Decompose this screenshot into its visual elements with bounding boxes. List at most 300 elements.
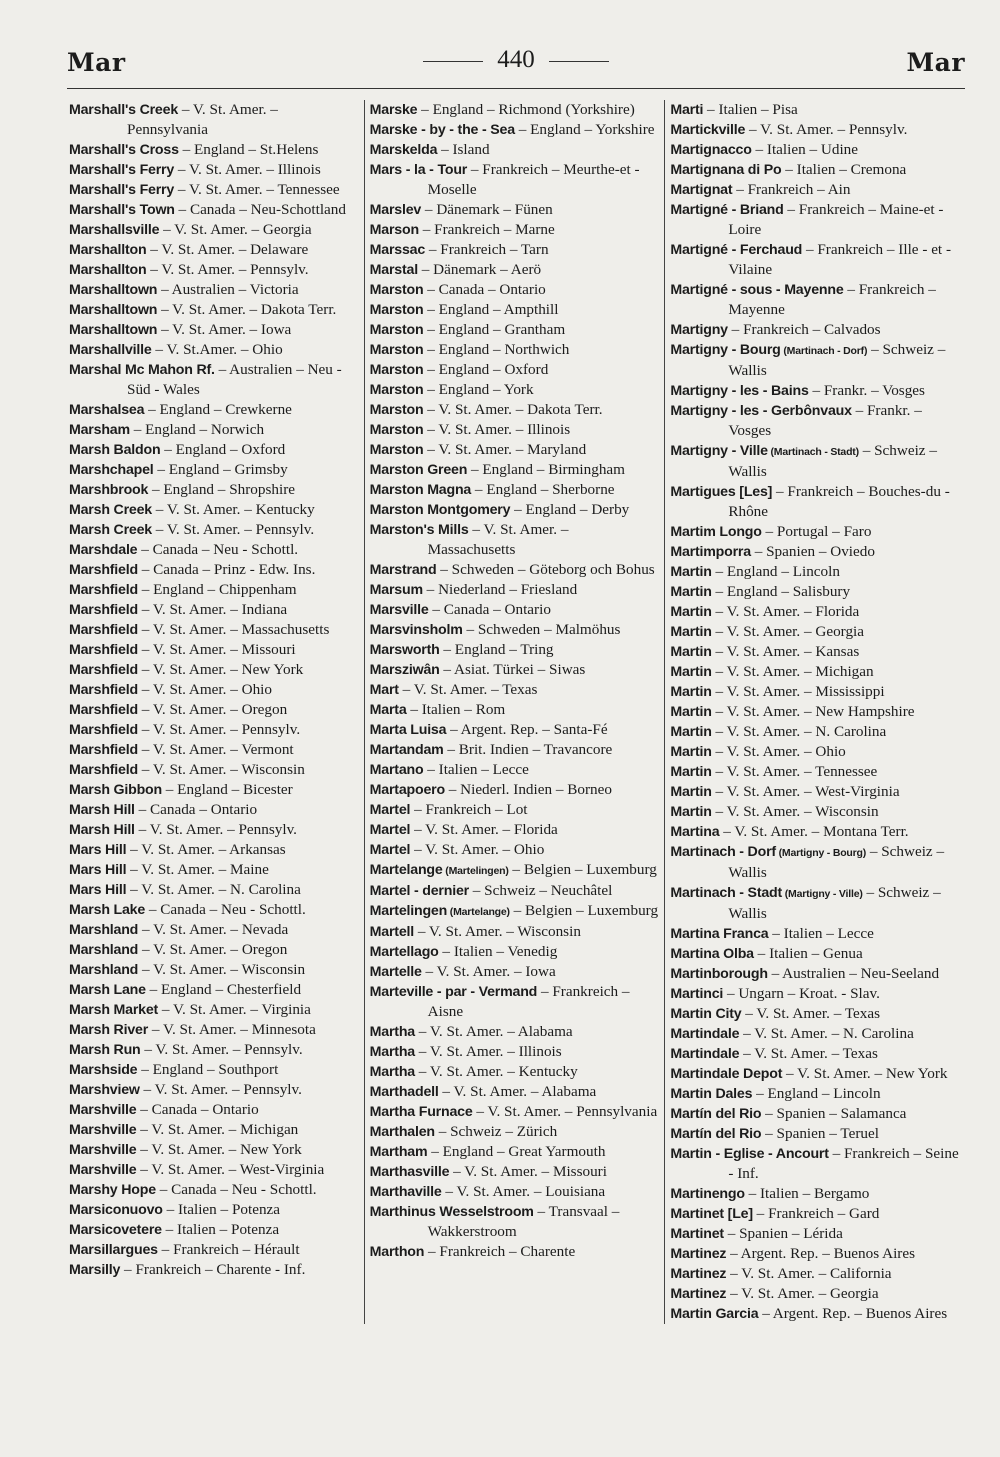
gazetteer-entry [670, 1204, 959, 1224]
gazetteer-entry [670, 842, 959, 883]
headword-text: Marshland [69, 922, 139, 938]
headword-text: Marshal Mc Mahon Rf. [69, 362, 215, 378]
headword-text: Martha [369, 1024, 415, 1040]
gazetteer-entry [670, 582, 959, 602]
entry-location: – Schweiz – Wallis [728, 341, 946, 379]
headword-text: Martelle [369, 964, 422, 980]
entry-location: – Ungarn – Kroat. - Slav. [723, 985, 880, 1002]
gazetteer-entry [670, 1144, 959, 1184]
entry-headword [370, 883, 469, 899]
entry-headword [69, 362, 215, 378]
entry-headword [69, 582, 138, 598]
entry-headword [670, 584, 711, 600]
headword-text: Martin [670, 784, 712, 800]
headword-text: Martellago [369, 944, 439, 960]
entry-location: – Spanien – Teruel [761, 1125, 879, 1142]
headword-text: Marshy Hope [69, 1182, 156, 1198]
gazetteer-entry [69, 600, 358, 620]
entry-headword [370, 262, 418, 278]
entry-headword [69, 1122, 136, 1138]
entry-location: – V. St. Amer. – West-Virginia [711, 783, 900, 800]
gazetteer-entry [69, 940, 358, 960]
headword-text: Martelingen [369, 903, 448, 919]
gazetteer-entry [69, 1200, 358, 1220]
gazetteer-entry [69, 680, 358, 700]
gazetteer-entry [370, 120, 659, 140]
gazetteer-entry [69, 100, 358, 140]
entry-headword [370, 642, 440, 658]
entry-headword [670, 1026, 739, 1042]
entry-headword [670, 986, 723, 1002]
gazetteer-entry [69, 1000, 358, 1020]
entry-headword [370, 802, 411, 818]
entry-headword [370, 342, 424, 358]
gazetteer-entry [370, 800, 659, 820]
entry-headword [670, 804, 711, 820]
entry-location: – V. St. Amer. – Georgia [711, 623, 865, 640]
gazetteer-entry [670, 742, 959, 762]
headword-text: Marshalltown [69, 322, 158, 338]
entry-location: – Frankreich – Maine-et - Loire [728, 201, 944, 238]
entry-location: – England – Salisbury [711, 583, 851, 600]
entry-location: – Italien – Rom [406, 701, 506, 718]
entry-location: – Canada – Neu-Schottland [174, 201, 346, 218]
entry-headword [370, 1044, 415, 1060]
headword-text: Marti [670, 102, 704, 118]
headword-text: Martin [670, 744, 712, 760]
gazetteer-entry [370, 620, 659, 640]
entry-location: – V. St. Amer. – Kansas [711, 643, 860, 660]
entry-headword [370, 202, 421, 218]
gazetteer-entry [69, 960, 358, 980]
entry-location: – V. St. Amer. – Illinois [423, 421, 571, 438]
entry-location: – Schweden – Göteborg och Bohus [436, 561, 655, 578]
headword-text: Martinci [670, 986, 724, 1002]
entry-headword [69, 802, 135, 818]
entry-headword [69, 642, 138, 658]
headword-text: Martin [670, 604, 712, 620]
gazetteer-entry [69, 800, 358, 820]
entry-headword [670, 1006, 741, 1022]
headword-text: Martin [670, 584, 712, 600]
gazetteer-entry [670, 662, 959, 682]
entry-headword [670, 242, 802, 258]
headword-text: Marston [369, 442, 424, 458]
entry-location: – Schweden – Malmöhus [462, 621, 621, 638]
headword-text: Marshalltown [69, 302, 158, 318]
entry-location: – Spanien – Oviedo [750, 543, 875, 560]
entry-location: – Frankreich – Ille - et - Vilaine [728, 241, 952, 278]
entry-headword [69, 1202, 163, 1218]
headword-text: Marston [369, 422, 424, 438]
headword-text: Martigues [Les] [670, 484, 773, 500]
entry-location: – V. St. Amer. – Florida [711, 603, 860, 620]
entry-location: – V. St. Amer. – New York [137, 661, 304, 678]
entry-headword [370, 462, 468, 478]
header-rule-left [423, 61, 483, 62]
headword-text: Marshfield [69, 642, 138, 658]
headword-text: Marsh Creek [69, 502, 152, 518]
gazetteer-entry [69, 220, 358, 240]
entry-location: – V. St. Amer. – Pennsylv. [745, 121, 908, 138]
gazetteer-entry [69, 640, 358, 660]
entry-headword [69, 902, 145, 918]
gazetteer-entry [670, 822, 959, 842]
entry-headword [670, 926, 768, 942]
page-header [67, 44, 965, 80]
entry-location: – Frankreich – Seine - Inf. [728, 1145, 959, 1182]
entry-location: – V. St. Amer. – Tennessee [174, 181, 340, 198]
entry-location: – England – St.Helens [178, 141, 319, 158]
headword-text: Marthasville [369, 1164, 450, 1180]
entry-location: – V. St. Amer. – Wisconsin [137, 761, 305, 778]
entry-location: – Frankr. – Vosges [808, 382, 925, 399]
page-number: 440 [497, 46, 535, 73]
entry-headword [370, 984, 537, 1000]
entry-location: – England – Bicester [161, 781, 293, 798]
headword-text: Marsh River [69, 1022, 149, 1038]
headword-text: Marske - by - the - Sea [369, 122, 515, 138]
entry-location: – V. St. Amer. – Texas [739, 1045, 878, 1062]
headword-text: Marshall's Town [69, 202, 175, 218]
entry-headword [670, 946, 754, 962]
gazetteer-entry [69, 360, 358, 400]
entry-headword [69, 1022, 148, 1038]
gazetteer-entry [69, 300, 358, 320]
entry-headword [370, 702, 407, 718]
entry-headword [670, 322, 728, 338]
headword-text: Martignat [670, 182, 733, 198]
entry-location: – England – Shropshire [148, 481, 295, 498]
entry-location: – V. St. Amer. – Oregon [137, 701, 288, 718]
entry-headword [370, 282, 424, 298]
gazetteer-entry [670, 782, 959, 802]
headword-text: Marssac [369, 242, 426, 258]
entry-location: – V. St. Amer. – Pennsylv. [134, 821, 297, 838]
entry-location: – Transvaal – Wakkerstroom [427, 1203, 620, 1240]
entry-location: – V. St. Amer. – N. Carolina [711, 723, 887, 740]
gazetteer-entry [370, 1102, 659, 1122]
entry-headword [670, 1106, 761, 1122]
entry-headword [670, 644, 711, 660]
entry-location: – V. St. Amer. – Ohio [410, 841, 545, 858]
entry-headword [370, 682, 399, 698]
headword-text: Martigny - Bourg [670, 342, 781, 358]
entry-headword [670, 102, 703, 118]
entry-headword [670, 342, 867, 358]
entry-headword [370, 964, 422, 980]
entry-location: – England – Chesterfield [145, 981, 302, 998]
entry-headword [370, 122, 515, 138]
entry-location: – Frankreich – Calvados [727, 321, 881, 338]
entry-headword [670, 524, 761, 540]
entry-location: – Dänemark – Fünen [421, 201, 553, 218]
headword-text: Martapoero [369, 782, 445, 798]
entry-location: – Frankreich – Tarn [425, 241, 549, 258]
entry-headword [670, 1246, 726, 1262]
headword-text: Marsum [369, 582, 423, 598]
entry-location: – England – York [423, 381, 534, 398]
entry-location: – England – Grantham [423, 321, 566, 338]
gazetteer-entry [370, 1022, 659, 1042]
headword-text: Marsh Gibbon [69, 782, 162, 798]
gazetteer-entry [370, 600, 659, 620]
entry-headword [69, 302, 157, 318]
gazetteer-entry [69, 1120, 358, 1140]
entry-headword [370, 924, 414, 940]
entry-headword [370, 1024, 415, 1040]
entry-location: – V. St. Amer. – Illinois [414, 1043, 562, 1060]
entry-location: – Canada – Neu - Schottl. [145, 901, 306, 918]
entry-headword [69, 1222, 162, 1238]
entry-headword [670, 844, 866, 860]
headword-text: Marshside [69, 1062, 138, 1078]
header-rule-right [549, 61, 609, 62]
headword-text: Marsziwân [369, 662, 440, 678]
headword-text: Martelange [369, 862, 443, 878]
entry-location: – Australien – Neu - Süd - Wales [127, 361, 342, 398]
gazetteer-entry [370, 760, 659, 780]
gazetteer-entry [670, 441, 959, 482]
entry-location: – V. St. Amer. – Minnesota [148, 1021, 316, 1038]
headword-text: Martindale Depot [670, 1066, 783, 1082]
entry-headword [370, 242, 425, 258]
entry-headword [69, 762, 138, 778]
headword-text: Marsham [69, 422, 130, 438]
entry-headword [370, 522, 469, 538]
gazetteer-entry [69, 980, 358, 1000]
entry-headword [69, 862, 126, 878]
gazetteer-entry [670, 1124, 959, 1144]
entry-location: – Frankreich – Charente - Inf. [120, 1261, 306, 1278]
entry-headword [370, 1124, 435, 1140]
entry-headword [670, 544, 751, 560]
gazetteer-entry [670, 381, 959, 401]
gazetteer-entry [69, 500, 358, 520]
gazetteer-entry [69, 820, 358, 840]
entry-headword [670, 966, 767, 982]
entry-headword [370, 402, 424, 418]
entry-location: – Canada – Ontario [423, 281, 546, 298]
entry-headword [370, 1244, 425, 1260]
headword-alt-name: (Martelingen) [442, 865, 509, 877]
gazetteer-entry [370, 1202, 659, 1242]
entry-location: – V. St. Amer. – Kentucky [414, 1063, 578, 1080]
entry-location: – Schweiz – Wallis [728, 884, 941, 922]
gazetteer-entry [670, 802, 959, 822]
headword-text: Marshfield [69, 742, 138, 758]
headword-text: Martina Olba [670, 946, 754, 962]
headword-text: Marske [369, 102, 418, 118]
entry-headword [69, 1082, 140, 1098]
entry-headword [370, 362, 424, 378]
gazetteer-entry [670, 1024, 959, 1044]
entry-location: – England – Crewkerne [144, 401, 292, 418]
entry-headword [69, 322, 157, 338]
entry-location: – England – Lincoln [752, 1085, 881, 1102]
headword-text: Martim Longo [670, 524, 762, 540]
headword-text: Marsh Market [69, 1002, 159, 1018]
gazetteer-entry [370, 1182, 659, 1202]
gazetteer-entry [370, 962, 659, 982]
headword-text: Marshfield [69, 702, 138, 718]
gazetteer-entry [670, 562, 959, 582]
gazetteer-entry [69, 660, 358, 680]
entry-location: – V. St. Amer. – Iowa [157, 321, 292, 338]
entry-location: – England – Ampthill [423, 301, 559, 318]
entry-location: – V. St. Amer. – Alabama [438, 1083, 597, 1100]
entry-location: – Belgien – Luxemburg [509, 902, 659, 919]
entry-location: – V. St. Amer. – Georgia [726, 1285, 879, 1302]
entry-location: – V. St. Amer. – Iowa [421, 963, 556, 980]
entry-location: – V. St. Amer. – New Hampshire [711, 703, 915, 720]
entry-columns [67, 100, 965, 1324]
entry-headword [69, 462, 154, 478]
entry-headword [69, 502, 152, 518]
headword-text: Martinach - Dorf [670, 844, 776, 860]
gazetteer-entry [670, 401, 959, 441]
headword-text: Marston [369, 342, 424, 358]
entry-headword [69, 682, 138, 698]
headword-text: Marsh Lane [69, 982, 146, 998]
entry-location: – England – Northwich [423, 341, 570, 358]
headword-alt-name: (Martigny - Bourg) [775, 847, 867, 859]
headword-text: Marthinus Wesselstroom [369, 1204, 534, 1220]
gazetteer-entry [69, 400, 358, 420]
headword-text: Marston Green [369, 462, 468, 478]
entry-location: – V. St. Amer. – Pennsylvania [127, 101, 278, 138]
headword-text: Marston Magna [369, 482, 472, 498]
column-1 [67, 100, 364, 1324]
headword-text: Marsicovetere [69, 1222, 162, 1238]
entry-location: – Schweiz – Wallis [728, 843, 945, 881]
headword-text: Martin [670, 704, 712, 720]
entry-location: – V. St. Amer. – N. Carolina [739, 1025, 914, 1042]
entry-location: – V. St. Amer. – Ohio [137, 681, 272, 698]
gazetteer-entry [370, 440, 659, 460]
headword-text: Marthadell [369, 1084, 439, 1100]
entry-location: – Spanien – Lérida [723, 1225, 843, 1242]
gazetteer-entry [370, 520, 659, 560]
gazetteer-entry [69, 700, 358, 720]
headword-text: Martin Dales [670, 1086, 753, 1102]
entry-location: – V. St. Amer. – Tennessee [711, 763, 878, 780]
entry-headword [670, 604, 711, 620]
headword-alt-name: (Martelange) [447, 906, 510, 918]
entry-location: – Frankreich – Meurthe-et - Moselle [427, 161, 640, 198]
gazetteer-entry [670, 622, 959, 642]
entry-location: – V. St. Amer. – Pennsylv. [151, 521, 315, 538]
gazetteer-entry [370, 660, 659, 680]
entry-location: – Frankreich – Bouches-du - Rhône [728, 483, 950, 520]
entry-location: – Australien – Victoria [157, 281, 299, 298]
gazetteer-entry [370, 260, 659, 280]
entry-location: – England – Great Yarmouth [427, 1143, 606, 1160]
headword-text: Marsillargues [69, 1242, 158, 1258]
entry-location: – Schweiz – Wallis [728, 442, 937, 480]
gazetteer-entry [670, 1064, 959, 1084]
gazetteer-entry [670, 1104, 959, 1124]
gazetteer-entry [670, 883, 959, 924]
headword-text: Martin [670, 664, 712, 680]
gazetteer-entry [69, 920, 358, 940]
entry-headword [69, 142, 179, 158]
entry-location: – Belgien – Luxemburg [508, 861, 657, 878]
headword-text: Martinet [Le] [670, 1206, 753, 1222]
headword-text: Marsilly [69, 1262, 121, 1278]
gazetteer-entry [69, 1060, 358, 1080]
entry-headword [370, 842, 411, 858]
gazetteer-entry [69, 1260, 358, 1280]
entry-headword [370, 502, 511, 518]
headword-text: Marston's Mills [369, 522, 469, 538]
headword-text: Marson [369, 222, 419, 238]
headword-text: Mars - la - Tour [369, 162, 468, 178]
gazetteer-entry [370, 580, 659, 600]
headword-text: Martin Garcia [670, 1306, 759, 1322]
headword-text: Marsvinsholm [369, 622, 463, 638]
headword-text: Martha Furnace [369, 1104, 473, 1120]
entry-location: – England – Tring [439, 641, 554, 658]
headword-text: Marshallton [69, 262, 147, 278]
headword-text: Marshbrook [69, 482, 149, 498]
gazetteer-entry [69, 780, 358, 800]
entry-location: – England – Southport [137, 1061, 279, 1078]
gazetteer-entry [670, 1224, 959, 1244]
entry-headword [670, 564, 711, 580]
headword-text: Marston [369, 402, 424, 418]
gazetteer-entry [69, 860, 358, 880]
entry-location: – V. St. Amer. – Vermont [137, 741, 294, 758]
gazetteer-entry [370, 680, 659, 700]
entry-headword [670, 724, 711, 740]
gazetteer-entry [670, 340, 959, 381]
gazetteer-entry [670, 100, 959, 120]
entry-location: – Canada – Ontario [428, 601, 551, 618]
gazetteer-entry [69, 240, 358, 260]
gazetteer-entry [69, 560, 358, 580]
gazetteer-entry [670, 140, 959, 160]
entry-headword [370, 822, 411, 838]
gazetteer-entry [69, 280, 358, 300]
entry-headword [69, 202, 175, 218]
headword-text: Martín del Rio [670, 1126, 762, 1142]
gazetteer-entry [69, 1220, 358, 1240]
headword-text: Marshallville [69, 342, 152, 358]
entry-headword [370, 582, 423, 598]
gazetteer-entry [370, 1162, 659, 1182]
column-2 [364, 100, 665, 1324]
entry-headword [69, 242, 146, 258]
gazetteer-entry [370, 840, 659, 860]
headword-text: Marston [369, 382, 424, 398]
headword-text: Marteville - par - Vermand [369, 984, 538, 1000]
entry-location: – Niederland – Friesland [422, 581, 578, 598]
entry-location: – V. St. Amer. – Montana Terr. [719, 823, 909, 840]
headword-text: Marta Luisa [369, 722, 447, 738]
entry-headword [69, 162, 174, 178]
entry-location: – V. St. Amer. – Wisconsin [414, 923, 581, 940]
header-left-guide-word: Mar [67, 48, 126, 77]
headword-text: Marshview [69, 1082, 140, 1098]
headword-text: Marsh Hill [69, 822, 135, 838]
entry-location: – Frankreich – Mayenne [728, 281, 936, 318]
entry-headword [69, 1062, 137, 1078]
entry-headword [370, 1084, 439, 1100]
headword-text: Martigny - les - Gerbônvaux [670, 403, 852, 419]
gazetteer-entry [670, 682, 959, 702]
entry-headword [370, 1204, 534, 1220]
